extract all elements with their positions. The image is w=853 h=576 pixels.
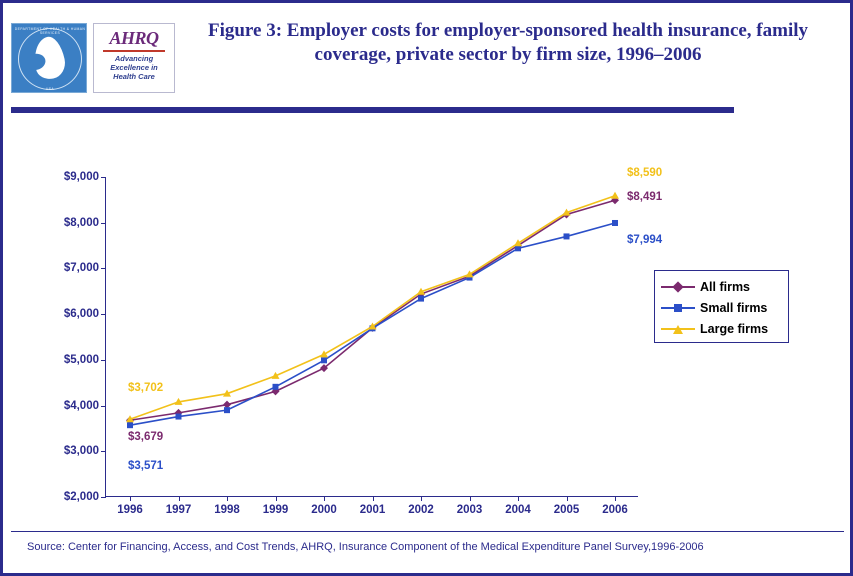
logo-block (11, 23, 175, 93)
data-point-marker (127, 422, 133, 428)
legend-label-small-firms: Small firms (700, 300, 768, 315)
source-divider (11, 531, 844, 532)
x-axis-tick-mark (179, 496, 180, 501)
data-point-marker (514, 239, 522, 246)
x-axis-tick-label: 2003 (456, 504, 483, 516)
data-point-marker (418, 296, 424, 302)
y-axis-tick-mark (101, 360, 106, 361)
y-axis-tick-label: $3,000 (63, 445, 99, 458)
chart-series-svg (106, 177, 639, 497)
data-point-label: $3,702 (128, 382, 164, 395)
x-axis-tick-label: 2001 (359, 504, 386, 516)
legend-item-small-firms (661, 297, 788, 318)
y-axis-tick-mark (101, 406, 106, 407)
square-icon (674, 304, 682, 312)
ahrq-rule (103, 50, 165, 52)
hhs-seal-text-top: DEPARTMENT OF HEALTH & HUMAN SERVICES (14, 27, 86, 35)
chart-plot-area (3, 115, 850, 535)
chart-legend (654, 270, 789, 343)
x-axis-tick-mark (373, 496, 374, 501)
y-axis-tick-label: $2,000 (63, 491, 99, 503)
triangle-icon (673, 325, 683, 334)
data-point-marker (611, 192, 619, 199)
hhs-seal-text (12, 24, 87, 93)
diamond-icon (672, 281, 683, 292)
y-axis-tick-label: $8,000 (63, 216, 99, 229)
y-axis-tick-mark (101, 497, 106, 498)
header-divider (11, 107, 734, 113)
legend-item-large-firms (661, 318, 788, 339)
data-point-marker (321, 357, 327, 363)
data-point-marker (612, 220, 618, 226)
y-axis-tick-label: $6,000 (63, 308, 99, 321)
x-axis-tick-mark (276, 496, 277, 501)
figure-header (3, 3, 850, 111)
legend-swatch-all-firms (661, 281, 695, 293)
figure-title: Figure 3: Employer costs for employer-sponsored health insurance, family coverage, private sector by firm size, 1996–2006 (207, 20, 809, 65)
chart-axes (63, 166, 663, 516)
data-point-label: $3,679 (128, 431, 164, 444)
x-axis-tick-label: 2004 (505, 504, 531, 516)
source-note: Source: Center for Financing, Access, and Cost Trends, AHRQ, Insurance Component of the Medical Expenditure Panel Survey,1996-2006 (27, 541, 704, 553)
y-axis-tick-mark (101, 268, 106, 269)
hhs-seal-icon (11, 23, 87, 93)
y-axis-tick-mark (101, 177, 106, 178)
data-point-label: $8,590 (627, 166, 663, 179)
ahrq-tagline-line1: Advancing (114, 54, 154, 63)
data-point-marker (320, 350, 328, 357)
x-axis-tick-label: 1998 (214, 504, 240, 516)
data-point-marker (273, 384, 279, 390)
data-point-marker (564, 233, 570, 239)
ahrq-wordmark: AHRQ (109, 28, 159, 48)
legend-label-all-firms: All firms (700, 279, 751, 294)
x-axis-tick-mark (518, 496, 519, 501)
legend-label-large-firms: Large firms (700, 321, 769, 336)
x-axis-tick-mark (615, 496, 616, 501)
data-point-label: $8,491 (627, 191, 663, 204)
y-axis-tick-label: $7,000 (63, 262, 99, 275)
y-axis-tick-mark (101, 451, 106, 452)
x-axis-tick-mark (421, 496, 422, 501)
x-axis-tick-label: 1997 (165, 504, 192, 516)
ahrq-tagline-line3: Health Care (113, 72, 155, 81)
legend-swatch-large-firms (661, 323, 695, 335)
x-axis-tick-mark (324, 496, 325, 501)
x-axis-tick-label: 2002 (408, 504, 434, 516)
data-point-marker (176, 414, 182, 420)
ahrq-tagline-line2: Excellence in (110, 63, 158, 72)
y-axis-tick-label: $5,000 (63, 353, 99, 366)
x-axis-tick-mark (130, 496, 131, 501)
legend-swatch-small-firms (661, 302, 695, 314)
x-axis-tick-mark (567, 496, 568, 501)
hhs-seal-text-bottom: USA (45, 87, 55, 91)
x-axis-tick-label: 2000 (311, 504, 337, 516)
x-axis-tick-label: 1996 (117, 504, 143, 516)
x-axis-tick-mark (227, 496, 228, 501)
x-axis-tick-mark (470, 496, 471, 501)
y-axis-tick-label: $4,000 (63, 399, 99, 412)
x-axis-tick-label: 2006 (602, 504, 628, 516)
y-axis-tick-mark (101, 223, 106, 224)
data-point-label: $7,994 (627, 233, 663, 246)
x-axis-tick-label: 2005 (553, 504, 580, 516)
series-line-all-firms (130, 200, 615, 420)
ahrq-logo (93, 23, 175, 93)
y-axis-tick-label: $9,000 (63, 171, 99, 183)
x-axis-tick-label: 1999 (262, 504, 289, 516)
legend-item-all-firms (661, 276, 788, 297)
data-point-label: $3,571 (128, 460, 164, 473)
data-point-marker (224, 407, 230, 413)
y-axis-tick-mark (101, 314, 106, 315)
